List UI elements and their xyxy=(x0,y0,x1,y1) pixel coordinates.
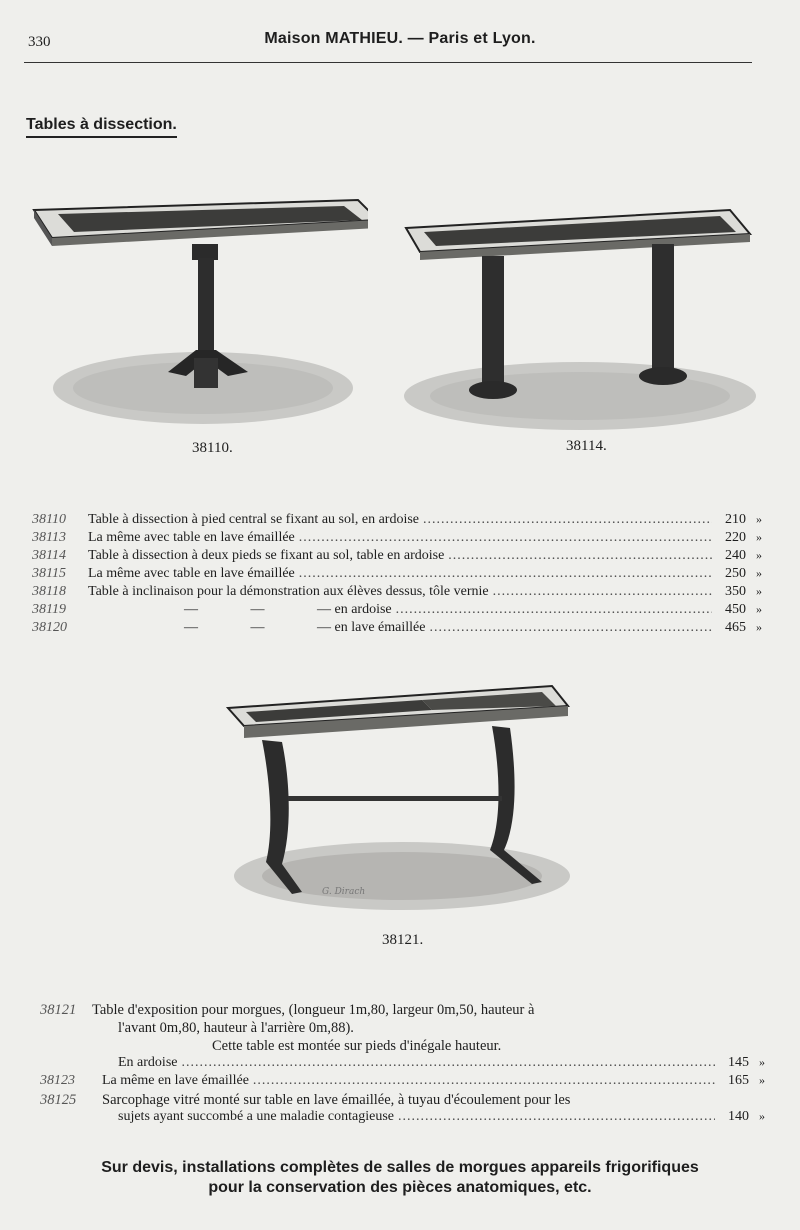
item-unit: » xyxy=(756,602,762,616)
list-item xyxy=(40,1055,775,1073)
item-unit: » xyxy=(756,566,762,580)
list-item xyxy=(40,1073,775,1091)
item-desc: La même en lave émaillée xyxy=(102,1073,249,1088)
item-price: 240 xyxy=(725,548,746,563)
item-price: 220 xyxy=(725,530,746,545)
item-unit: » xyxy=(759,1073,765,1087)
leader-dots xyxy=(398,1109,715,1125)
item-desc: Table à inclinaison pour la démonstration aux élèves dessus, tôle vernie xyxy=(88,584,489,599)
stretcher-bar xyxy=(288,796,502,801)
leader-dots xyxy=(181,1055,715,1071)
engraver-signature: G. Dirach xyxy=(322,887,366,897)
list-item xyxy=(40,1109,775,1127)
leader-dots xyxy=(429,620,712,636)
item-desc: La même avec table en lave émaillée xyxy=(88,566,295,581)
item-price: 140 xyxy=(728,1109,749,1124)
item-price: 250 xyxy=(725,566,746,581)
leader-dots xyxy=(253,1073,715,1089)
header-rule xyxy=(24,62,752,63)
leader-dots xyxy=(448,548,712,564)
figure-caption-38114: 38114. xyxy=(566,438,607,454)
right-leg xyxy=(652,244,674,372)
item-desc: Table à dissection à deux pieds se fixant au sol, table en ardoise xyxy=(88,548,445,563)
figure-table-38114 xyxy=(400,200,760,436)
item-desc: La même avec table en lave émaillée xyxy=(88,530,295,545)
leader-dots xyxy=(299,566,712,582)
figure-caption-38110: 38110. xyxy=(192,440,233,456)
list-item xyxy=(32,512,772,530)
description-line: Sarcophage vitré monté sur table en lave émaillée, à tuyau d'écoulement pour les xyxy=(102,1092,571,1108)
list-item xyxy=(32,530,772,548)
item-price: 450 xyxy=(725,602,746,617)
item-unit: » xyxy=(759,1109,765,1123)
item-desc: En ardoise xyxy=(118,1055,178,1070)
item-price: 350 xyxy=(725,584,746,599)
item-desc: — — — en lave émaillée xyxy=(184,620,426,635)
leader-dots xyxy=(299,530,712,546)
footer-line: Sur devis, installations complètes de salles de morgues appareils frigorifiques xyxy=(101,1159,699,1176)
item-desc: Table à dissection à pied central se fixant au sol, en ardoise xyxy=(88,512,420,527)
item-ref: 38114 xyxy=(32,548,66,563)
footer-line: pour la conservation des pièces anatomiques, etc. xyxy=(208,1179,592,1196)
item-ref: 38110 xyxy=(32,512,66,527)
item-price: 210 xyxy=(725,512,746,527)
footer-note xyxy=(0,1158,800,1198)
item-price: 465 xyxy=(725,620,746,635)
figure-table-38121 xyxy=(222,680,582,920)
description-line: Cette table est montée sur pieds d'inégale hauteur. xyxy=(212,1038,502,1054)
item-ref: 38123 xyxy=(40,1073,75,1088)
sarcophagus-description xyxy=(40,1091,770,1109)
list-item xyxy=(32,584,772,602)
item-ref: 38118 xyxy=(32,584,66,599)
item-unit: » xyxy=(759,1055,765,1069)
item-ref: 38121 xyxy=(40,1002,77,1018)
left-leg xyxy=(482,256,504,388)
section-title: Tables à dissection. xyxy=(26,116,177,138)
central-pedestal xyxy=(198,258,214,358)
item-unit: » xyxy=(756,530,762,544)
item-ref: 38113 xyxy=(32,530,66,545)
item-desc: sujets ayant succombé a une maladie contagieuse xyxy=(118,1109,395,1124)
item-unit: » xyxy=(756,620,762,634)
item-unit: » xyxy=(756,548,762,562)
item-ref: 38125 xyxy=(40,1092,77,1108)
description-line: l'avant 0m,80, hauteur à l'arrière 0m,88). xyxy=(118,1020,354,1036)
item-price: 165 xyxy=(728,1073,749,1088)
item-unit: » xyxy=(756,584,762,598)
leader-dots xyxy=(493,584,712,600)
page-header-title: Maison MATHIEU. — Paris et Lyon. xyxy=(264,30,536,47)
item-ref: 38115 xyxy=(32,566,66,581)
figure-table-38110 xyxy=(28,190,368,430)
item-price: 145 xyxy=(728,1055,749,1070)
item-ref: 38119 xyxy=(32,602,66,617)
list-item xyxy=(32,548,772,566)
leader-dots xyxy=(423,512,712,528)
description-line: Table d'exposition pour morgues, (longueur 1m,80, largeur 0m,50, hauteur à xyxy=(92,1002,535,1018)
page-number: 330 xyxy=(28,34,51,50)
leader-dots xyxy=(396,602,712,618)
morgue-description xyxy=(40,1001,770,1055)
list-item xyxy=(32,566,772,584)
item-unit: » xyxy=(756,512,762,526)
item-desc: — — — en ardoise xyxy=(184,602,392,617)
list-item xyxy=(32,620,772,638)
item-ref: 38120 xyxy=(32,620,67,635)
figure-caption-38121: 38121. xyxy=(382,932,424,948)
list-item xyxy=(32,602,772,620)
